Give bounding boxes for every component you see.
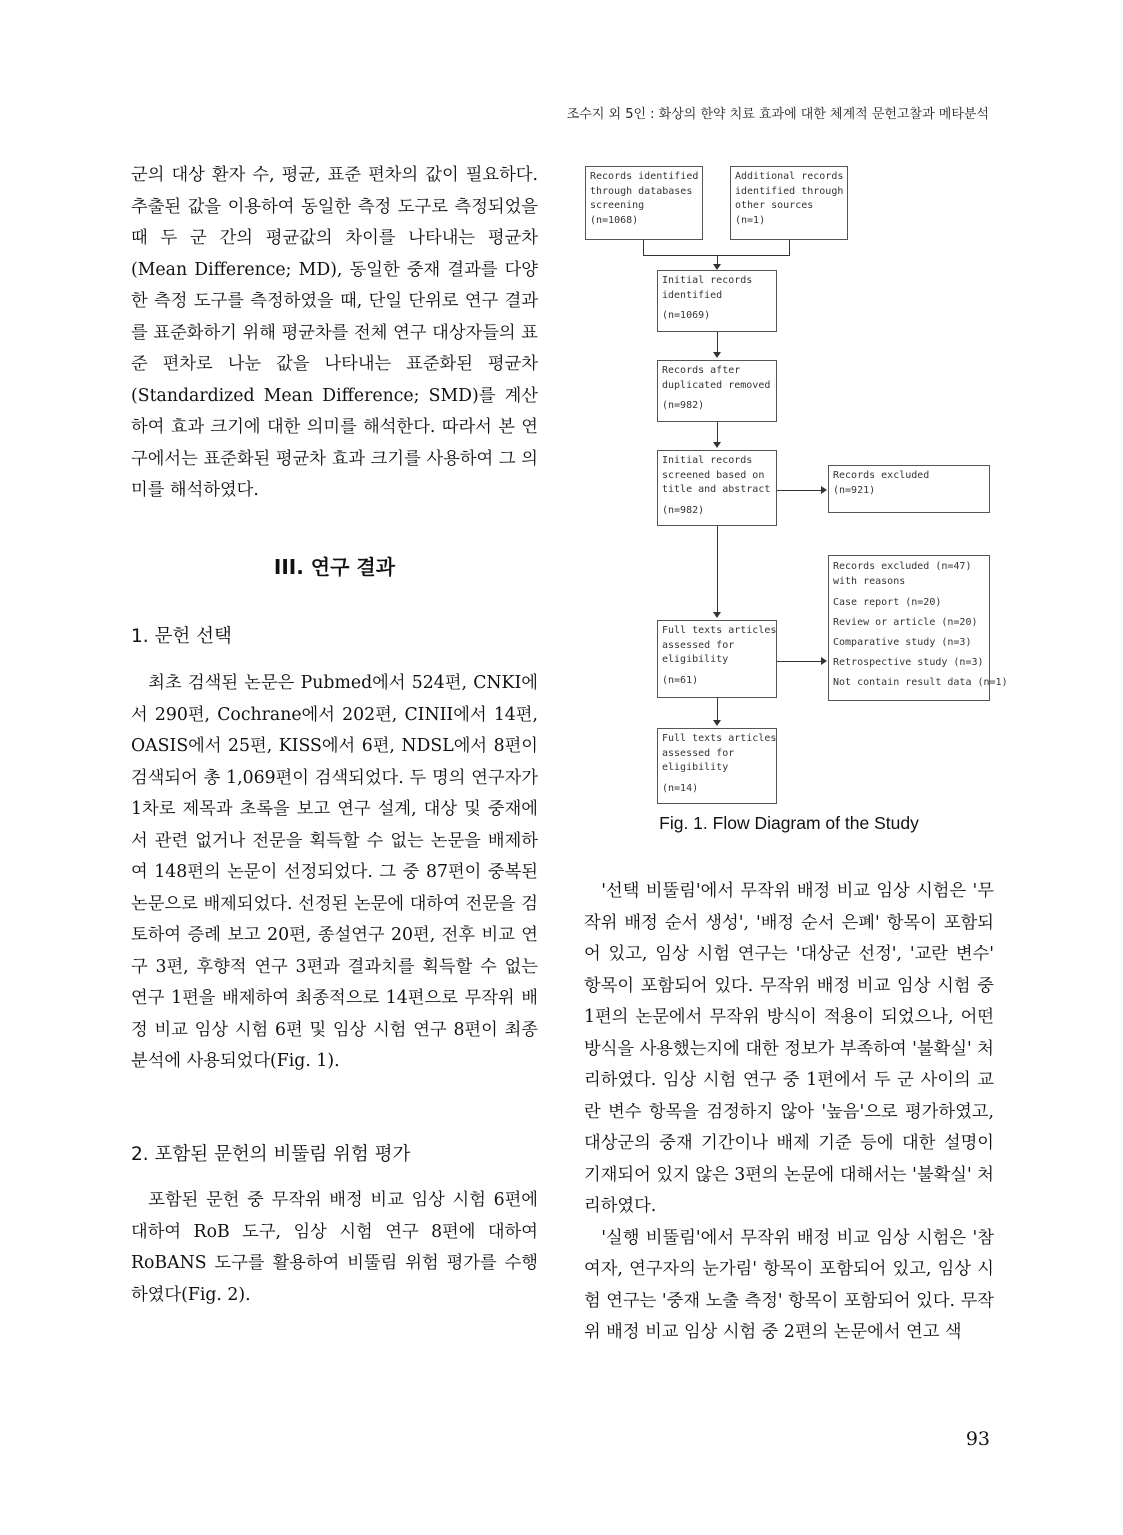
subsection-2-title: 2. 포함된 문헌의 비뚤림 위험 평가 [131, 1144, 411, 1165]
connector [717, 255, 718, 266]
figure-caption: Fig. 1. Flow Diagram of the Study [659, 813, 919, 833]
connector [717, 698, 718, 722]
flow-box-fulltext: Full texts articles assessed for eligibility (n=61) [657, 620, 777, 698]
connector [717, 526, 718, 614]
connector [717, 332, 718, 354]
section-title: III. 연구 결과 [273, 555, 396, 579]
flow-box-dedup: Records after duplicated removed (n=982) [657, 360, 777, 422]
arrow-right [821, 486, 827, 494]
arrow-down [713, 612, 721, 618]
flow-box-final: Full texts articles assessed for eligibility (n=14) [657, 728, 777, 804]
connector [777, 661, 822, 662]
connector [789, 240, 790, 255]
connector [643, 255, 790, 256]
right-paragraph-2: '실행 비뚤림'에서 무작위 배정 비교 임상 시험은 '참여자, 연구자의 눈가림' 항목이 포함되어 있고, 임상 시험 연구는 '중재 노출 측정' 항목이 포함되어 있다. 무작위 배정 비교 임상 시험 중 2편의 논문에서 연고 색 [584, 1227, 994, 1342]
intro-paragraph: 군의 대상 환자 수, 평균, 표준 편차의 값이 필요하다. 추출된 값을 이용하여 동일한 측정 도구로 측정되었을 때 두 군 간의 평균값의 차이를 나타내는 평균차(Mean Difference; MD), 동일한 중재 결과를 다양한 측정 도구를 측정하였을 때, 단일 단위로 연구 결과를 표준화하기 위해 평균차를 전체 연구 대상자들의 표준 편차로 나눈 값을 나타내는 표준화된 평균차(Standardized Mean Difference; SMD)를 계산하여 효과 크기에 대한 의미를 해석한다. 따라서 본 연구에서는 표준화된 평균차 효과 크기를 사용하여 그 의미를 해석하였다. [131, 165, 538, 500]
flow-box-other-sources: Additional records identified through other sources (n=1) [730, 166, 848, 240]
right-paragraph-1: '선택 비뚤림'에서 무작위 배정 비교 임상 시험은 '무작위 배정 순서 생성', '배정 순서 은폐' 항목이 포함되어 있고, 임상 시험 연구는 '대상군 선정', '교란 변수' 항목이 포함되어 있다. 무작위 배정 비교 임상 시험 중 1편의 논문에서 무작위 방식이 적용이 되었으나, 어떤 방식을 사용했는지에 대한 정보가 부족하여 '불확실' 처리하였다. 임상 시험 연구 중 1편에서 두 군 사이의 교란 변수 항목을 검정하지 않아 '높음'으로 평가하였고, 대상군의 중재 기간이나 배제 기준 등에 대한 설명이 기재되어 있지 않은 3편의 논문에 대해서는 '불확실' 처리하였다. [584, 881, 994, 1216]
flow-box-excluded-reasons: Records excluded (n=47) with reasons Case report (n=20) Review or article (n=20) Comparative study (n=3) Retrospective study (n=3) Not contain result data (n=1) [828, 555, 990, 701]
subsection-2-paragraph: 포함된 문헌 중 무작위 배정 비교 임상 시험 6편에 대하여 RoB 도구, 임상 시험 연구 8편에 대하여 RoBANS 도구를 활용하여 비뚤림 위험 평가를 수행하였다(Fig. 2). [131, 1190, 538, 1305]
subsection-1-title: 1. 문헌 선택 [131, 626, 232, 647]
arrow-down [713, 720, 721, 726]
arrow-down [713, 352, 721, 358]
subsection-1-block [131, 668, 538, 1078]
intro-paragraph-block [131, 160, 538, 507]
flow-box-databases: Records identified through databases screening (n=1068) [585, 166, 703, 240]
subsection-1-paragraph: 최초 검색된 논문은 Pubmed에서 524편, CNKI에서 290편, Cochrane에서 202편, CINII에서 14편, OASIS에서 25편, KISS에서 6편, NDSL에서 8편이 검색되어 총 1,069편이 검색되었다. 두 명의 연구자가 1차로 제목과 초록을 보고 연구 설계, 대상 및 중재에서 관련 없거나 전문을 획득할 수 없는 논문을 배제하여 148편의 논문이 선정되었다. 그 중 87편이 중복된 논문으로 배제되었다. 선정된 논문에 대하여 전문을 검토하여 증례 보고 20편, 종설연구 20편, 전후 비교 연구 3편, 후향적 연구 3편과 결과치를 획득할 수 없는 연구 1편을 배제하여 최종적으로 14편으로 무작위 배정 비교 임상 시험 6편 및 임상 시험 연구 8편이 최종 분석에 사용되었다(Fig. 1). [131, 673, 538, 1071]
running-header: 조수지 외 5인 : 화상의 한약 치료 효과에 대한 체계적 문헌고찰과 메타분석 [566, 107, 989, 122]
subsection-2-block [131, 1185, 538, 1311]
arrow-down [713, 264, 721, 270]
right-column-block [584, 876, 994, 1349]
connector [777, 490, 822, 491]
arrow-right [821, 657, 827, 665]
flow-box-initial: Initial records identified (n=1069) [657, 270, 777, 332]
connector [717, 422, 718, 444]
flow-box-screened: Initial records screened based on title and abstract (n=982) [657, 450, 777, 526]
connector [643, 240, 644, 255]
flow-box-excluded: Records excluded (n=921) [828, 465, 990, 513]
arrow-down [713, 442, 721, 448]
page-number: 93 [965, 1428, 990, 1450]
